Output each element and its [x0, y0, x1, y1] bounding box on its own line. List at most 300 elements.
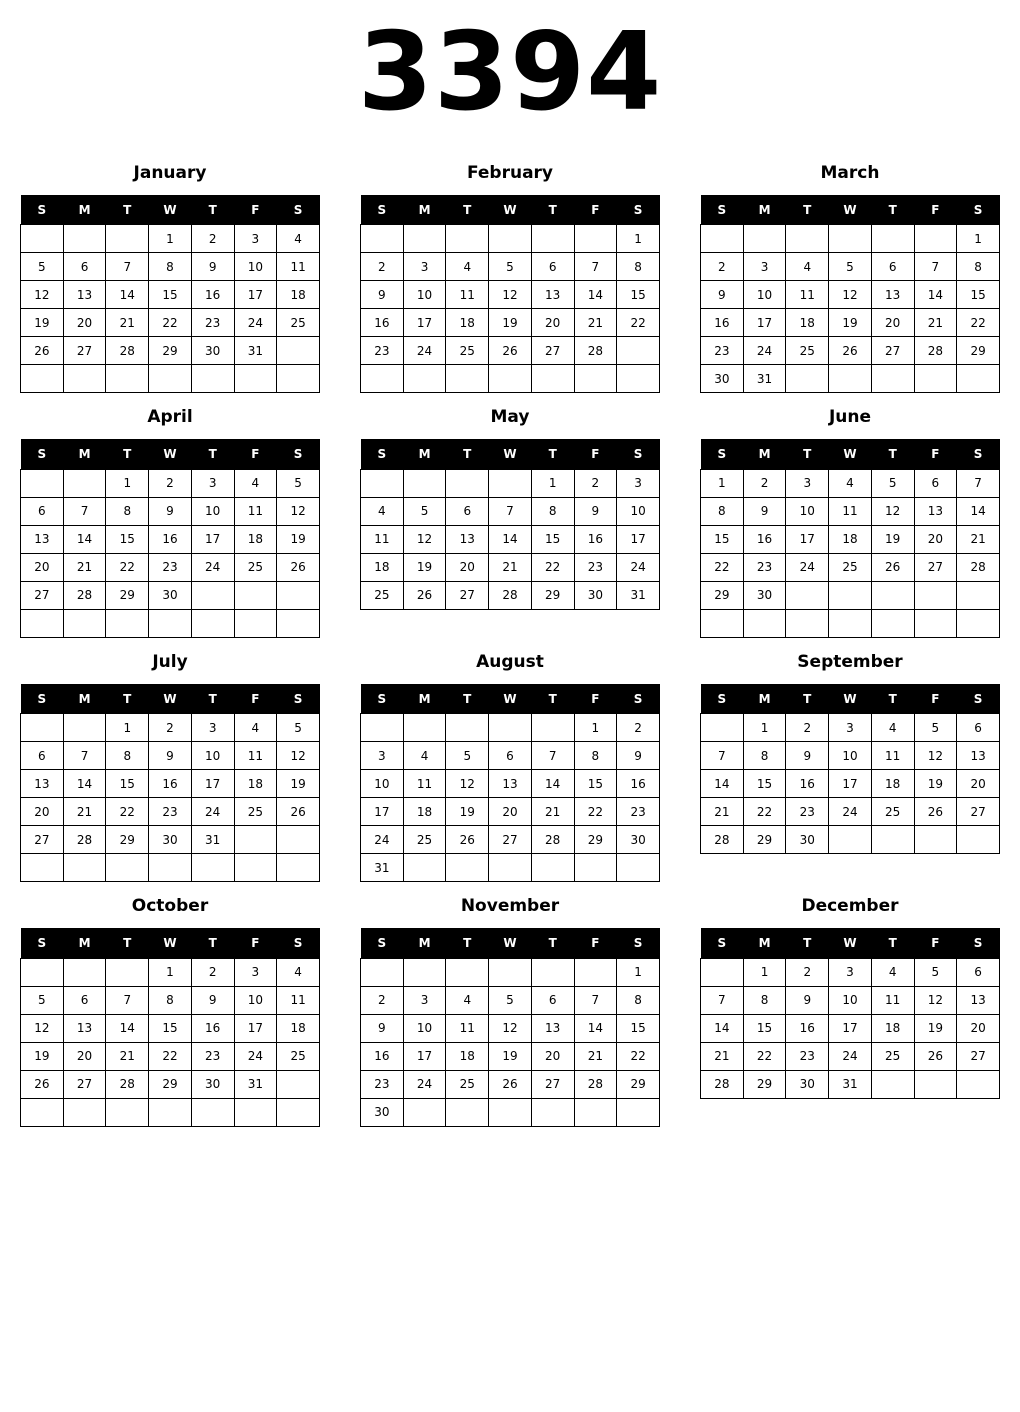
day-cell[interactable]: 25 — [277, 1042, 320, 1070]
day-cell[interactable]: 23 — [361, 1070, 404, 1098]
day-cell[interactable]: 15 — [957, 281, 1000, 309]
day-cell[interactable]: 14 — [106, 281, 149, 309]
day-cell[interactable]: 2 — [617, 714, 660, 742]
day-cell[interactable]: 29 — [106, 826, 149, 854]
day-cell[interactable]: 29 — [574, 826, 617, 854]
day-cell[interactable]: 29 — [743, 1070, 786, 1098]
day-cell[interactable]: 5 — [277, 469, 320, 497]
day-cell[interactable]: 15 — [743, 1014, 786, 1042]
day-cell[interactable]: 25 — [234, 798, 277, 826]
day-cell[interactable]: 20 — [957, 770, 1000, 798]
day-cell[interactable]: 23 — [149, 553, 192, 581]
day-cell[interactable]: 2 — [149, 714, 192, 742]
day-cell[interactable]: 9 — [786, 742, 829, 770]
day-cell[interactable]: 6 — [531, 253, 574, 281]
day-cell[interactable]: 8 — [106, 742, 149, 770]
day-cell[interactable]: 15 — [106, 770, 149, 798]
day-cell[interactable]: 22 — [531, 553, 574, 581]
day-cell[interactable]: 28 — [489, 581, 532, 609]
day-cell[interactable]: 16 — [361, 1042, 404, 1070]
day-cell[interactable]: 5 — [403, 497, 446, 525]
day-cell[interactable]: 6 — [531, 986, 574, 1014]
day-cell[interactable]: 12 — [489, 1014, 532, 1042]
day-cell[interactable]: 29 — [149, 1070, 192, 1098]
day-cell[interactable]: 4 — [829, 469, 872, 497]
day-cell[interactable]: 22 — [617, 1042, 660, 1070]
day-cell[interactable]: 10 — [403, 281, 446, 309]
day-cell[interactable]: 26 — [403, 581, 446, 609]
day-cell[interactable]: 25 — [446, 337, 489, 365]
day-cell[interactable]: 9 — [149, 742, 192, 770]
day-cell[interactable]: 15 — [149, 281, 192, 309]
day-cell[interactable]: 19 — [403, 553, 446, 581]
day-cell[interactable]: 20 — [531, 1042, 574, 1070]
day-cell[interactable]: 18 — [871, 770, 914, 798]
day-cell[interactable]: 22 — [149, 309, 192, 337]
day-cell[interactable]: 16 — [786, 770, 829, 798]
day-cell[interactable]: 21 — [701, 798, 744, 826]
day-cell[interactable]: 4 — [361, 497, 404, 525]
day-cell[interactable]: 4 — [234, 714, 277, 742]
day-cell[interactable]: 26 — [914, 798, 957, 826]
day-cell[interactable]: 29 — [531, 581, 574, 609]
day-cell[interactable]: 3 — [191, 714, 234, 742]
day-cell[interactable]: 27 — [446, 581, 489, 609]
day-cell[interactable]: 18 — [234, 770, 277, 798]
day-cell[interactable]: 23 — [617, 798, 660, 826]
day-cell[interactable]: 11 — [446, 281, 489, 309]
day-cell[interactable]: 2 — [191, 958, 234, 986]
day-cell[interactable]: 10 — [191, 497, 234, 525]
day-cell[interactable]: 30 — [361, 1098, 404, 1126]
day-cell[interactable]: 3 — [617, 469, 660, 497]
day-cell[interactable]: 17 — [743, 309, 786, 337]
day-cell[interactable]: 25 — [234, 553, 277, 581]
day-cell[interactable]: 21 — [531, 798, 574, 826]
day-cell[interactable]: 16 — [191, 1014, 234, 1042]
day-cell[interactable]: 2 — [701, 253, 744, 281]
day-cell[interactable]: 21 — [63, 553, 106, 581]
day-cell[interactable]: 5 — [871, 469, 914, 497]
day-cell[interactable]: 27 — [871, 337, 914, 365]
day-cell[interactable]: 16 — [191, 281, 234, 309]
day-cell[interactable]: 6 — [63, 986, 106, 1014]
day-cell[interactable]: 30 — [149, 826, 192, 854]
day-cell[interactable]: 9 — [701, 281, 744, 309]
day-cell[interactable]: 26 — [21, 337, 64, 365]
day-cell[interactable]: 28 — [63, 826, 106, 854]
day-cell[interactable]: 1 — [531, 469, 574, 497]
day-cell[interactable]: 8 — [574, 742, 617, 770]
day-cell[interactable]: 15 — [531, 525, 574, 553]
day-cell[interactable]: 24 — [743, 337, 786, 365]
day-cell[interactable]: 19 — [21, 1042, 64, 1070]
day-cell[interactable]: 11 — [829, 497, 872, 525]
day-cell[interactable]: 7 — [106, 986, 149, 1014]
day-cell[interactable]: 21 — [489, 553, 532, 581]
day-cell[interactable]: 2 — [361, 253, 404, 281]
day-cell[interactable]: 16 — [574, 525, 617, 553]
day-cell[interactable]: 26 — [914, 1042, 957, 1070]
day-cell[interactable]: 26 — [871, 553, 914, 581]
day-cell[interactable]: 11 — [871, 742, 914, 770]
day-cell[interactable]: 12 — [21, 281, 64, 309]
day-cell[interactable]: 21 — [914, 309, 957, 337]
day-cell[interactable]: 28 — [701, 826, 744, 854]
day-cell[interactable]: 16 — [617, 770, 660, 798]
day-cell[interactable]: 24 — [829, 798, 872, 826]
day-cell[interactable]: 3 — [786, 469, 829, 497]
day-cell[interactable]: 18 — [786, 309, 829, 337]
day-cell[interactable]: 19 — [914, 1014, 957, 1042]
day-cell[interactable]: 18 — [871, 1014, 914, 1042]
day-cell[interactable]: 23 — [786, 798, 829, 826]
day-cell[interactable]: 14 — [489, 525, 532, 553]
day-cell[interactable]: 10 — [829, 742, 872, 770]
day-cell[interactable]: 25 — [277, 309, 320, 337]
day-cell[interactable]: 3 — [234, 225, 277, 253]
day-cell[interactable]: 29 — [743, 826, 786, 854]
day-cell[interactable]: 29 — [957, 337, 1000, 365]
day-cell[interactable]: 27 — [914, 553, 957, 581]
day-cell[interactable]: 30 — [191, 1070, 234, 1098]
day-cell[interactable]: 12 — [21, 1014, 64, 1042]
day-cell[interactable]: 28 — [106, 337, 149, 365]
day-cell[interactable]: 2 — [361, 986, 404, 1014]
day-cell[interactable]: 1 — [149, 225, 192, 253]
day-cell[interactable]: 30 — [617, 826, 660, 854]
day-cell[interactable]: 5 — [489, 986, 532, 1014]
day-cell[interactable]: 10 — [191, 742, 234, 770]
day-cell[interactable]: 13 — [21, 525, 64, 553]
day-cell[interactable]: 18 — [277, 281, 320, 309]
day-cell[interactable]: 22 — [743, 798, 786, 826]
day-cell[interactable]: 7 — [489, 497, 532, 525]
day-cell[interactable]: 4 — [871, 958, 914, 986]
day-cell[interactable]: 4 — [277, 225, 320, 253]
day-cell[interactable]: 15 — [574, 770, 617, 798]
day-cell[interactable]: 12 — [914, 742, 957, 770]
day-cell[interactable]: 19 — [914, 770, 957, 798]
day-cell[interactable]: 1 — [617, 958, 660, 986]
day-cell[interactable]: 24 — [829, 1042, 872, 1070]
day-cell[interactable]: 29 — [106, 581, 149, 609]
day-cell[interactable]: 3 — [191, 469, 234, 497]
day-cell[interactable]: 27 — [21, 581, 64, 609]
day-cell[interactable]: 6 — [21, 742, 64, 770]
day-cell[interactable]: 24 — [361, 826, 404, 854]
day-cell[interactable]: 20 — [914, 525, 957, 553]
day-cell[interactable]: 9 — [191, 986, 234, 1014]
day-cell[interactable]: 1 — [701, 469, 744, 497]
day-cell[interactable]: 21 — [106, 1042, 149, 1070]
day-cell[interactable]: 14 — [106, 1014, 149, 1042]
day-cell[interactable]: 27 — [21, 826, 64, 854]
day-cell[interactable]: 31 — [617, 581, 660, 609]
day-cell[interactable]: 26 — [829, 337, 872, 365]
day-cell[interactable]: 7 — [63, 497, 106, 525]
day-cell[interactable]: 10 — [829, 986, 872, 1014]
day-cell[interactable]: 16 — [149, 770, 192, 798]
day-cell[interactable]: 25 — [361, 581, 404, 609]
day-cell[interactable]: 7 — [63, 742, 106, 770]
day-cell[interactable]: 20 — [63, 309, 106, 337]
day-cell[interactable]: 7 — [914, 253, 957, 281]
day-cell[interactable]: 9 — [786, 986, 829, 1014]
day-cell[interactable]: 23 — [191, 1042, 234, 1070]
day-cell[interactable]: 17 — [191, 770, 234, 798]
day-cell[interactable]: 26 — [277, 798, 320, 826]
day-cell[interactable]: 6 — [914, 469, 957, 497]
day-cell[interactable]: 6 — [446, 497, 489, 525]
day-cell[interactable]: 7 — [106, 253, 149, 281]
day-cell[interactable]: 17 — [234, 1014, 277, 1042]
day-cell[interactable]: 11 — [234, 497, 277, 525]
day-cell[interactable]: 13 — [489, 770, 532, 798]
day-cell[interactable]: 5 — [914, 958, 957, 986]
day-cell[interactable]: 24 — [786, 553, 829, 581]
day-cell[interactable]: 19 — [21, 309, 64, 337]
day-cell[interactable]: 21 — [574, 309, 617, 337]
day-cell[interactable]: 8 — [149, 986, 192, 1014]
day-cell[interactable]: 4 — [277, 958, 320, 986]
day-cell[interactable]: 13 — [957, 742, 1000, 770]
day-cell[interactable]: 1 — [149, 958, 192, 986]
day-cell[interactable]: 23 — [786, 1042, 829, 1070]
day-cell[interactable]: 18 — [446, 1042, 489, 1070]
day-cell[interactable]: 8 — [743, 742, 786, 770]
day-cell[interactable]: 9 — [361, 1014, 404, 1042]
day-cell[interactable]: 16 — [361, 309, 404, 337]
day-cell[interactable]: 13 — [531, 1014, 574, 1042]
day-cell[interactable]: 19 — [489, 1042, 532, 1070]
day-cell[interactable]: 8 — [531, 497, 574, 525]
day-cell[interactable]: 5 — [21, 253, 64, 281]
day-cell[interactable]: 23 — [743, 553, 786, 581]
day-cell[interactable]: 31 — [829, 1070, 872, 1098]
day-cell[interactable]: 22 — [574, 798, 617, 826]
day-cell[interactable]: 17 — [786, 525, 829, 553]
day-cell[interactable]: 8 — [617, 253, 660, 281]
day-cell[interactable]: 15 — [701, 525, 744, 553]
day-cell[interactable]: 3 — [829, 714, 872, 742]
day-cell[interactable]: 17 — [403, 309, 446, 337]
day-cell[interactable]: 19 — [277, 525, 320, 553]
day-cell[interactable]: 2 — [191, 225, 234, 253]
day-cell[interactable]: 17 — [191, 525, 234, 553]
day-cell[interactable]: 16 — [743, 525, 786, 553]
day-cell[interactable]: 15 — [149, 1014, 192, 1042]
day-cell[interactable]: 12 — [277, 497, 320, 525]
day-cell[interactable]: 7 — [701, 986, 744, 1014]
day-cell[interactable]: 6 — [871, 253, 914, 281]
day-cell[interactable]: 31 — [234, 337, 277, 365]
day-cell[interactable]: 2 — [743, 469, 786, 497]
day-cell[interactable]: 25 — [446, 1070, 489, 1098]
day-cell[interactable]: 19 — [489, 309, 532, 337]
day-cell[interactable]: 13 — [63, 281, 106, 309]
day-cell[interactable]: 20 — [489, 798, 532, 826]
day-cell[interactable]: 13 — [914, 497, 957, 525]
day-cell[interactable]: 20 — [63, 1042, 106, 1070]
day-cell[interactable]: 13 — [531, 281, 574, 309]
day-cell[interactable]: 26 — [21, 1070, 64, 1098]
day-cell[interactable]: 10 — [786, 497, 829, 525]
day-cell[interactable]: 17 — [617, 525, 660, 553]
day-cell[interactable]: 2 — [574, 469, 617, 497]
day-cell[interactable]: 14 — [957, 497, 1000, 525]
day-cell[interactable]: 20 — [957, 1014, 1000, 1042]
day-cell[interactable]: 9 — [361, 281, 404, 309]
day-cell[interactable]: 23 — [149, 798, 192, 826]
day-cell[interactable]: 28 — [106, 1070, 149, 1098]
day-cell[interactable]: 26 — [277, 553, 320, 581]
day-cell[interactable]: 28 — [531, 826, 574, 854]
day-cell[interactable]: 28 — [957, 553, 1000, 581]
day-cell[interactable]: 11 — [446, 1014, 489, 1042]
day-cell[interactable]: 24 — [191, 798, 234, 826]
day-cell[interactable]: 7 — [957, 469, 1000, 497]
day-cell[interactable]: 7 — [574, 253, 617, 281]
day-cell[interactable]: 14 — [574, 1014, 617, 1042]
day-cell[interactable]: 13 — [871, 281, 914, 309]
day-cell[interactable]: 14 — [701, 770, 744, 798]
day-cell[interactable]: 14 — [574, 281, 617, 309]
day-cell[interactable]: 15 — [617, 1014, 660, 1042]
day-cell[interactable]: 21 — [957, 525, 1000, 553]
day-cell[interactable]: 18 — [234, 525, 277, 553]
day-cell[interactable]: 1 — [574, 714, 617, 742]
day-cell[interactable]: 8 — [617, 986, 660, 1014]
day-cell[interactable]: 1 — [957, 225, 1000, 253]
day-cell[interactable]: 4 — [403, 742, 446, 770]
day-cell[interactable]: 4 — [234, 469, 277, 497]
day-cell[interactable]: 27 — [489, 826, 532, 854]
day-cell[interactable]: 3 — [743, 253, 786, 281]
day-cell[interactable]: 12 — [277, 742, 320, 770]
day-cell[interactable]: 8 — [957, 253, 1000, 281]
day-cell[interactable]: 23 — [574, 553, 617, 581]
day-cell[interactable]: 12 — [829, 281, 872, 309]
day-cell[interactable]: 28 — [574, 1070, 617, 1098]
day-cell[interactable]: 3 — [403, 986, 446, 1014]
day-cell[interactable]: 21 — [701, 1042, 744, 1070]
day-cell[interactable]: 6 — [63, 253, 106, 281]
day-cell[interactable]: 11 — [277, 986, 320, 1014]
day-cell[interactable]: 5 — [914, 714, 957, 742]
day-cell[interactable]: 1 — [617, 225, 660, 253]
day-cell[interactable]: 25 — [403, 826, 446, 854]
day-cell[interactable]: 10 — [234, 986, 277, 1014]
day-cell[interactable]: 24 — [191, 553, 234, 581]
day-cell[interactable]: 18 — [829, 525, 872, 553]
day-cell[interactable]: 20 — [21, 553, 64, 581]
day-cell[interactable]: 17 — [829, 1014, 872, 1042]
day-cell[interactable]: 3 — [361, 742, 404, 770]
day-cell[interactable]: 20 — [446, 553, 489, 581]
day-cell[interactable]: 7 — [531, 742, 574, 770]
day-cell[interactable]: 12 — [446, 770, 489, 798]
day-cell[interactable]: 16 — [149, 525, 192, 553]
day-cell[interactable]: 14 — [63, 525, 106, 553]
day-cell[interactable]: 27 — [63, 337, 106, 365]
day-cell[interactable]: 31 — [743, 365, 786, 393]
day-cell[interactable]: 11 — [361, 525, 404, 553]
day-cell[interactable]: 1 — [743, 958, 786, 986]
day-cell[interactable]: 12 — [403, 525, 446, 553]
day-cell[interactable]: 27 — [957, 1042, 1000, 1070]
day-cell[interactable]: 31 — [361, 854, 404, 882]
day-cell[interactable]: 2 — [149, 469, 192, 497]
day-cell[interactable]: 19 — [277, 770, 320, 798]
day-cell[interactable]: 9 — [149, 497, 192, 525]
day-cell[interactable]: 29 — [149, 337, 192, 365]
day-cell[interactable]: 13 — [446, 525, 489, 553]
day-cell[interactable]: 26 — [489, 1070, 532, 1098]
day-cell[interactable]: 15 — [617, 281, 660, 309]
day-cell[interactable]: 14 — [914, 281, 957, 309]
day-cell[interactable]: 17 — [361, 798, 404, 826]
day-cell[interactable]: 30 — [786, 1070, 829, 1098]
day-cell[interactable]: 5 — [446, 742, 489, 770]
day-cell[interactable]: 12 — [489, 281, 532, 309]
day-cell[interactable]: 12 — [914, 986, 957, 1014]
day-cell[interactable]: 16 — [786, 1014, 829, 1042]
day-cell[interactable]: 31 — [234, 1070, 277, 1098]
day-cell[interactable]: 3 — [403, 253, 446, 281]
day-cell[interactable]: 25 — [871, 1042, 914, 1070]
day-cell[interactable]: 13 — [21, 770, 64, 798]
day-cell[interactable]: 15 — [106, 525, 149, 553]
day-cell[interactable]: 27 — [957, 798, 1000, 826]
day-cell[interactable]: 30 — [574, 581, 617, 609]
day-cell[interactable]: 20 — [871, 309, 914, 337]
day-cell[interactable]: 31 — [191, 826, 234, 854]
day-cell[interactable]: 30 — [743, 581, 786, 609]
day-cell[interactable]: 29 — [617, 1070, 660, 1098]
day-cell[interactable]: 26 — [489, 337, 532, 365]
day-cell[interactable]: 16 — [701, 309, 744, 337]
day-cell[interactable]: 9 — [191, 253, 234, 281]
day-cell[interactable]: 12 — [871, 497, 914, 525]
day-cell[interactable]: 10 — [361, 770, 404, 798]
day-cell[interactable]: 23 — [191, 309, 234, 337]
day-cell[interactable]: 18 — [446, 309, 489, 337]
day-cell[interactable]: 4 — [871, 714, 914, 742]
day-cell[interactable]: 5 — [21, 986, 64, 1014]
day-cell[interactable]: 6 — [489, 742, 532, 770]
day-cell[interactable]: 22 — [617, 309, 660, 337]
day-cell[interactable]: 24 — [403, 337, 446, 365]
day-cell[interactable]: 28 — [914, 337, 957, 365]
day-cell[interactable]: 9 — [574, 497, 617, 525]
day-cell[interactable]: 17 — [403, 1042, 446, 1070]
day-cell[interactable]: 28 — [701, 1070, 744, 1098]
day-cell[interactable]: 29 — [701, 581, 744, 609]
day-cell[interactable]: 30 — [149, 581, 192, 609]
day-cell[interactable]: 13 — [63, 1014, 106, 1042]
day-cell[interactable]: 22 — [701, 553, 744, 581]
day-cell[interactable]: 15 — [743, 770, 786, 798]
day-cell[interactable]: 19 — [871, 525, 914, 553]
day-cell[interactable]: 5 — [829, 253, 872, 281]
day-cell[interactable]: 11 — [277, 253, 320, 281]
day-cell[interactable]: 22 — [106, 553, 149, 581]
day-cell[interactable]: 26 — [446, 826, 489, 854]
day-cell[interactable]: 20 — [531, 309, 574, 337]
day-cell[interactable]: 14 — [701, 1014, 744, 1042]
day-cell[interactable]: 4 — [786, 253, 829, 281]
